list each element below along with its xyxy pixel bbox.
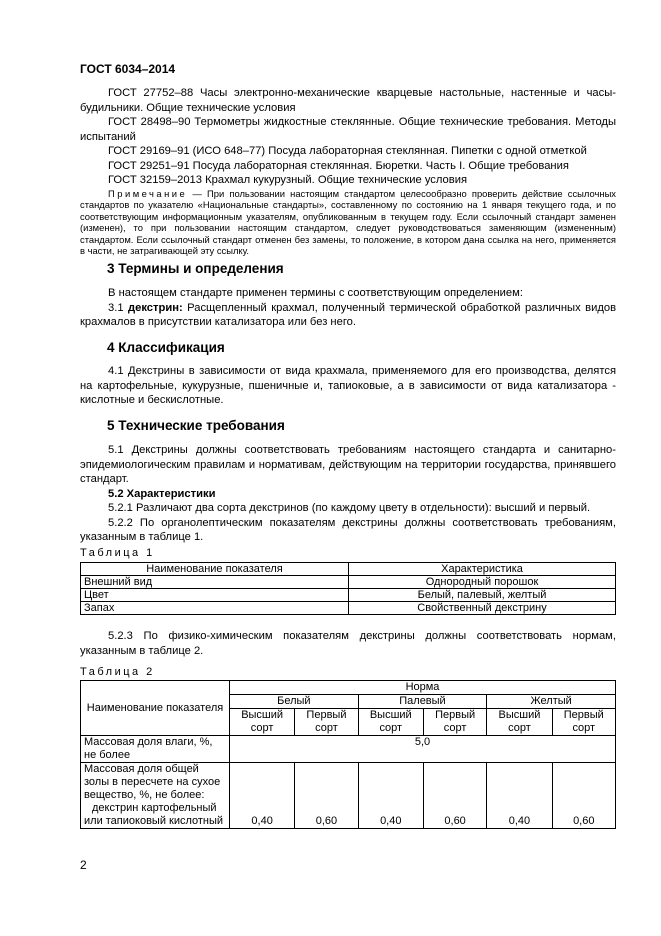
references-block <box>80 86 616 257</box>
section-3-intro: В настоящем стандарте применен термины с соответствующим определением: <box>108 287 523 299</box>
term-number: 3.1 <box>108 301 124 314</box>
row-label: Массовая доля общей золы в пересчете на сухое вещество, %, не более: <box>84 763 221 801</box>
table-cell: 0,60 <box>423 763 486 829</box>
group-header-pale: Палевый <box>358 695 487 709</box>
table-row <box>81 576 616 589</box>
table-row <box>81 589 616 602</box>
sort-header: Высший сорт <box>358 709 423 736</box>
table-cell: Внешний вид <box>81 576 349 589</box>
table-cell: 0,60 <box>295 763 358 829</box>
paragraph-5-2: 5.2 Характеристики <box>108 487 216 500</box>
table-2-norm-header: Норма <box>230 681 616 695</box>
section-5-title: 5 Технические требования <box>107 418 285 433</box>
table-cell: Цвет <box>81 589 349 602</box>
term-definition <box>80 301 616 330</box>
sort-header: Первый сорт <box>423 709 486 736</box>
note <box>80 188 616 258</box>
table-2-col0-header: Наименование показателя <box>81 681 230 736</box>
reference-item: ГОСТ 28498–90 Термометры жидкостные стеклянные. Общие технические требования. Методы испытаний <box>80 116 616 143</box>
paragraph-5-2-3: 5.2.3 По физико-химическим показателям декстрины должны соответствовать нормам, указанным в таблице 2. <box>80 630 616 657</box>
section-4-body <box>80 364 616 408</box>
table-cell: Массовая доля влаги, %, не более <box>81 736 230 763</box>
paragraph-5-2-2: 5.2.2 По органолептическим показателям декстрины должны соответствовать требованиям, указанным в таблице 1. <box>80 516 616 543</box>
reference-item: ГОСТ 27752–88 Часы электронно-механические кварцевые настольные, настенные и часы-будильники. Общие технические условия <box>80 87 616 114</box>
table-row <box>81 736 616 763</box>
table-2 <box>80 680 616 829</box>
table-cell: Белый, палевый, желтый <box>349 589 616 602</box>
document-header: ГОСТ 6034–2014 <box>80 62 176 76</box>
table-cell: 0,40 <box>230 763 295 829</box>
table-1-caption: Таблица 1 <box>80 547 155 559</box>
reference-item: ГОСТ 29251–91 Посуда лабораторная стеклянная. Бюретки. Часть I. Общие требования <box>108 159 569 172</box>
section-4-title: 4 Классификация <box>107 340 225 355</box>
section-3-title: 3 Термины и определения <box>107 261 284 276</box>
sort-header: Первый сорт <box>552 709 615 736</box>
table-row <box>81 602 616 615</box>
table-cell: Однородный порошок <box>349 576 616 589</box>
paragraph-4-1: 4.1 Декстрины в зависимости от вида крахмала, применяемого для его производства, делятся на картофельные, кукурузные, пшеничные и, тапиоковые, а в зависимости от вида катализатора - кислотные и бескислотные. <box>80 365 616 406</box>
table-cell: 5,0 <box>230 736 616 763</box>
table-1-header: Характеристика <box>349 563 616 576</box>
section-5-body <box>80 443 616 545</box>
group-header-white: Белый <box>230 695 359 709</box>
definition: Расщепленный крахмал, полученный термической обработкой различных видов крахмалов в присутствии катализатора или без него. <box>80 301 617 328</box>
paragraph-5-1: 5.1 Декстрины должны соответствовать требованиям настоящего стандарта и санитарно-эпидемиологическим правилам и нормативам, действующим на территории государства, принявшего стандарт. <box>80 444 616 485</box>
table-2-caption: Таблица 2 <box>80 666 155 678</box>
row-sublabel: декстрин картофельный или тапиоковый кислотный <box>84 802 224 827</box>
reference-item: ГОСТ 32159–2013 Крахмал кукурузный. Общие технические условия <box>108 174 468 186</box>
group-header-yellow: Желтый <box>487 695 616 709</box>
table-cell: 0,40 <box>487 763 552 829</box>
paragraph-5-2-1: 5.2.1 Различают два сорта декстринов (по каждому цвету в отдельности): высший и первый. <box>108 502 591 514</box>
page-number: 2 <box>80 858 87 872</box>
sort-header: Высший сорт <box>487 709 552 736</box>
table-cell <box>81 763 230 829</box>
reference-item: ГОСТ 29169–91 (ИСО 648–77) Посуда лабораторная стеклянная. Пипетки с одной отметкой <box>108 145 587 157</box>
sort-header: Первый сорт <box>295 709 358 736</box>
section-3-body <box>80 286 616 330</box>
paragraph-5-2-3-block <box>80 629 616 658</box>
table-cell: 0,60 <box>552 763 615 829</box>
note-text: — При пользовании настоящим стандартом целесообразно проверить действие ссылочных стандартов по указателю «Национальные стандарты», составленному по состоянию на 1 января текущего года, и по соответствующим информационным указателям, опубликованным в текущем году. Если ссылочный стандарт заменен (изменен), то при пользовании настоящим стандартом, следует руководствоваться заменяющим (измененным) стандартом. Если ссылочный стандарт отменен без замены, то положение, в котором дана ссылка на него, применяется в части, не затрагивающей эту ссылку. <box>80 187 616 257</box>
term: декстрин: <box>128 301 183 314</box>
note-label: Примечание <box>108 187 188 199</box>
table-1-header: Наименование показателя <box>81 563 349 576</box>
table-cell: Свойственный декстрину <box>349 602 616 615</box>
table-1 <box>80 562 616 615</box>
table-row <box>81 763 616 829</box>
sort-header: Высший сорт <box>230 709 295 736</box>
table-cell: Запах <box>81 602 349 615</box>
table-cell: 0,40 <box>358 763 423 829</box>
